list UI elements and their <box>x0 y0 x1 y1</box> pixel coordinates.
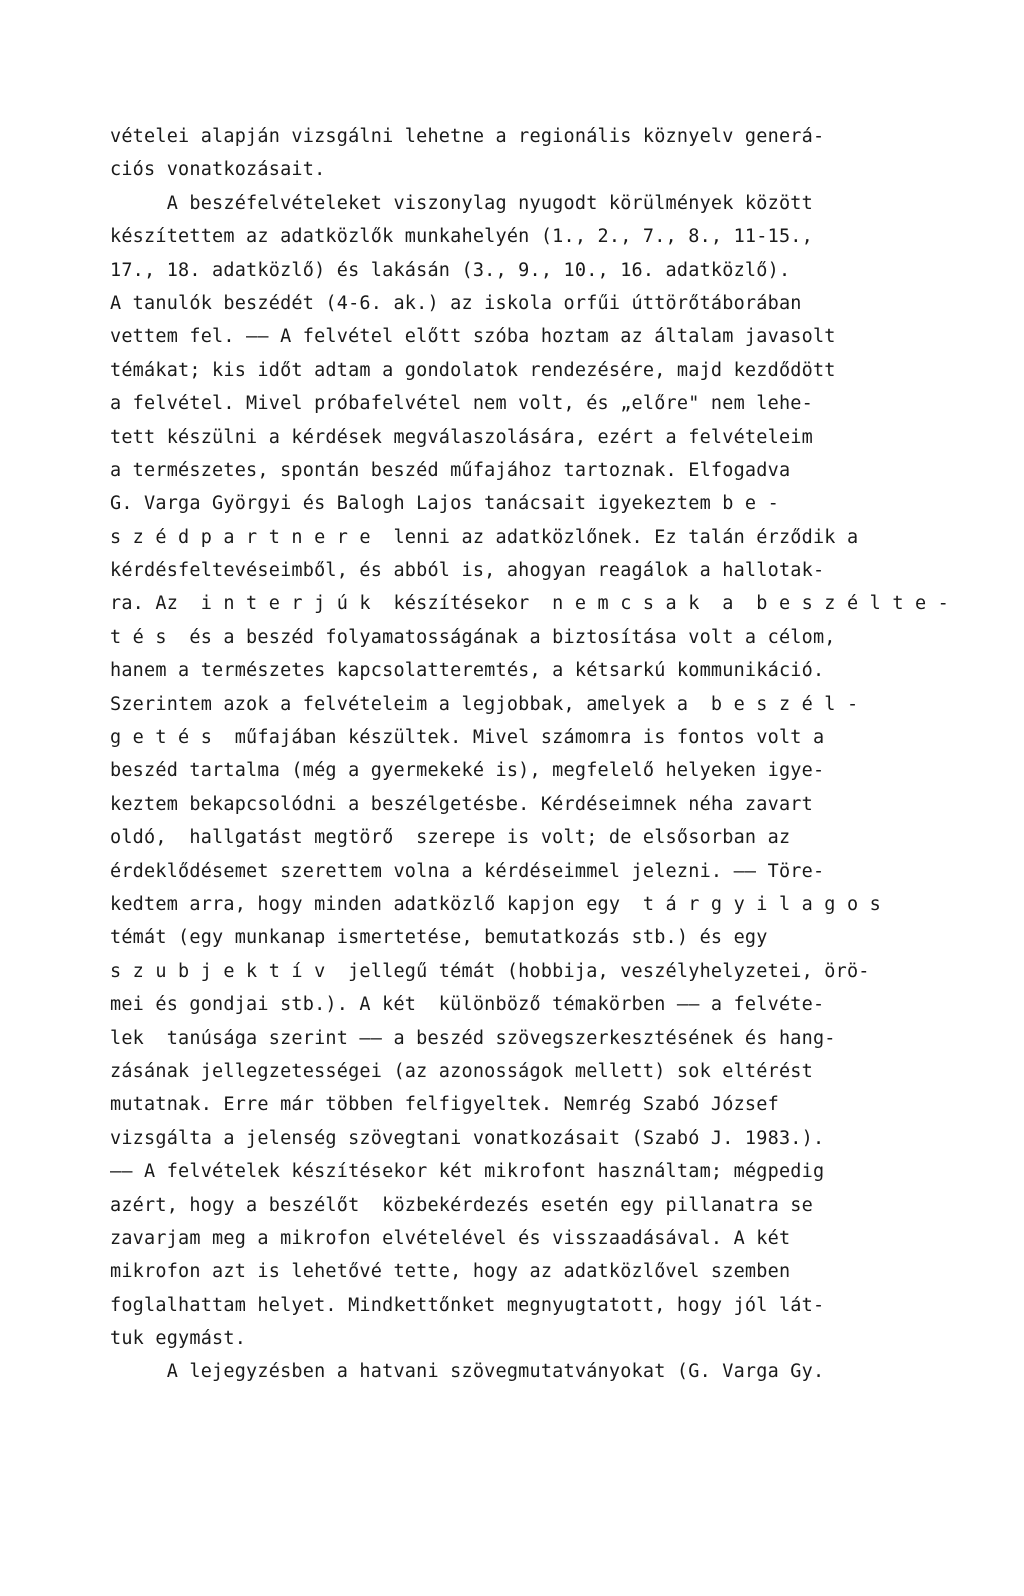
text-line: beszéd tartalma (még a gyermekeké is), megfelelő helyeken igye- <box>110 760 825 782</box>
text-line: vettem fel. —— A felvétel előtt szóba hoztam az általam javasolt <box>110 326 836 348</box>
text-line: A tanulók beszédét (4-6. ak.) az iskola orfűi úttörőtáborában <box>110 292 802 314</box>
text-line: G. Varga Györgyi és Balogh Lajos tanácsait igyekeztem b e - <box>110 493 779 515</box>
text-line: mikrofon azt is lehetővé tette, hogy az adatközlővel szemben <box>110 1261 791 1283</box>
text-line: keztem bekapcsolódni a beszélgetésbe. Kérdéseimnek néha zavart <box>110 793 813 815</box>
text-line: hanem a természetes kapcsolatteremtés, a kétsarkú kommunikáció. <box>110 660 825 682</box>
text-line: témákat; kis időt adtam a gondolatok rendezésére, majd kezdődött <box>110 359 836 381</box>
text-line: a felvétel. Mivel próbafelvétel nem volt, és „előre" nem lehe- <box>110 393 813 415</box>
text-line: tett készülni a kérdések megválaszolására, ezért a felvételeim <box>110 426 813 448</box>
text-line: mutatnak. Erre már többen felfigyeltek. Nemrég Szabó József <box>110 1094 779 1116</box>
text-line: azért, hogy a beszélőt közbekérdezés esetén egy pillanatra se <box>110 1194 813 1216</box>
text-line: tuk egymást. <box>110 1328 247 1350</box>
body-text <box>110 120 970 1389</box>
text-line: 17., 18. adatközlő) és lakásán (3., 9., 10., 16. adatközlő). <box>110 259 791 281</box>
text-line: mei és gondjai stb.). A két különböző témakörben —— a felvéte- <box>110 994 825 1016</box>
text-line: kedtem arra, hogy minden adatközlő kapjon egy t á r g y i l a g o s <box>110 893 881 915</box>
text-line: lek tanúsága szerint —— a beszéd szövegszerkesztésének és hang- <box>110 1027 836 1049</box>
text-line: zavarjam meg a mikrofon elvételével és visszaadásával. A két <box>110 1227 791 1249</box>
text-line: g e t é s műfajában készültek. Mivel számomra is fontos volt a <box>110 727 825 749</box>
text-line: oldó, hallgatást megtörő szerepe is volt; de elsősorban az <box>110 827 791 849</box>
text-line: zásának jellegzetességei (az azonosságok mellett) sok eltérést <box>110 1060 813 1082</box>
text-line: foglalhattam helyet. Mindkettőnket megnyugtatott, hogy jól lát- <box>110 1294 825 1316</box>
text-line: kérdésfeltevéseimből, és abból is, ahogyan reagálok a hallotak- <box>110 560 825 582</box>
text-line: A lejegyzésben a hatvani szövegmutatványokat (G. Varga Gy. <box>110 1361 825 1383</box>
text-line: érdeklődésemet szerettem volna a kérdéseimmel jelezni. —— Töre- <box>110 860 825 882</box>
text-line: t é s és a beszéd folyamatosságának a biztosítása volt a célom, <box>110 626 836 648</box>
text-line: témát (egy munkanap ismertetése, bemutatkozás stb.) és egy <box>110 927 768 949</box>
text-line: vizsgálta a jelenség szövegtani vonatkozásait (Szabó J. 1983.). <box>110 1127 825 1149</box>
text-line: készítettem az adatközlők munkahelyén (1., 2., 7., 8., 11-15., <box>110 226 813 248</box>
text-line: s z u b j e k t í v jellegű témát (hobbija, veszélyhelyzetei, örö- <box>110 960 870 982</box>
text-line: A beszéfelvételeket viszonylag nyugodt körülmények között <box>110 192 813 214</box>
text-line: ra. Az i n t e r j ú k készítésekor n e m c s a k a b e s z é l t e - <box>110 593 950 615</box>
text-line: Szerintem azok a felvételeim a legjobbak, amelyek a b e s z é l - <box>110 693 859 715</box>
text-line: —— A felvételek készítésekor két mikrofont használtam; mégpedig <box>110 1161 825 1183</box>
text-line: a természetes, spontán beszéd műfajához tartoznak. Elfogadva <box>110 459 791 481</box>
text-line: vételei alapján vizsgálni lehetne a regionális köznyelv generá- <box>110 126 825 147</box>
text-line: ciós vonatkozásait. <box>110 159 326 181</box>
text-line: s z é d p a r t n e r e lenni az adatközlőnek. Ez talán érződik a <box>110 526 859 548</box>
